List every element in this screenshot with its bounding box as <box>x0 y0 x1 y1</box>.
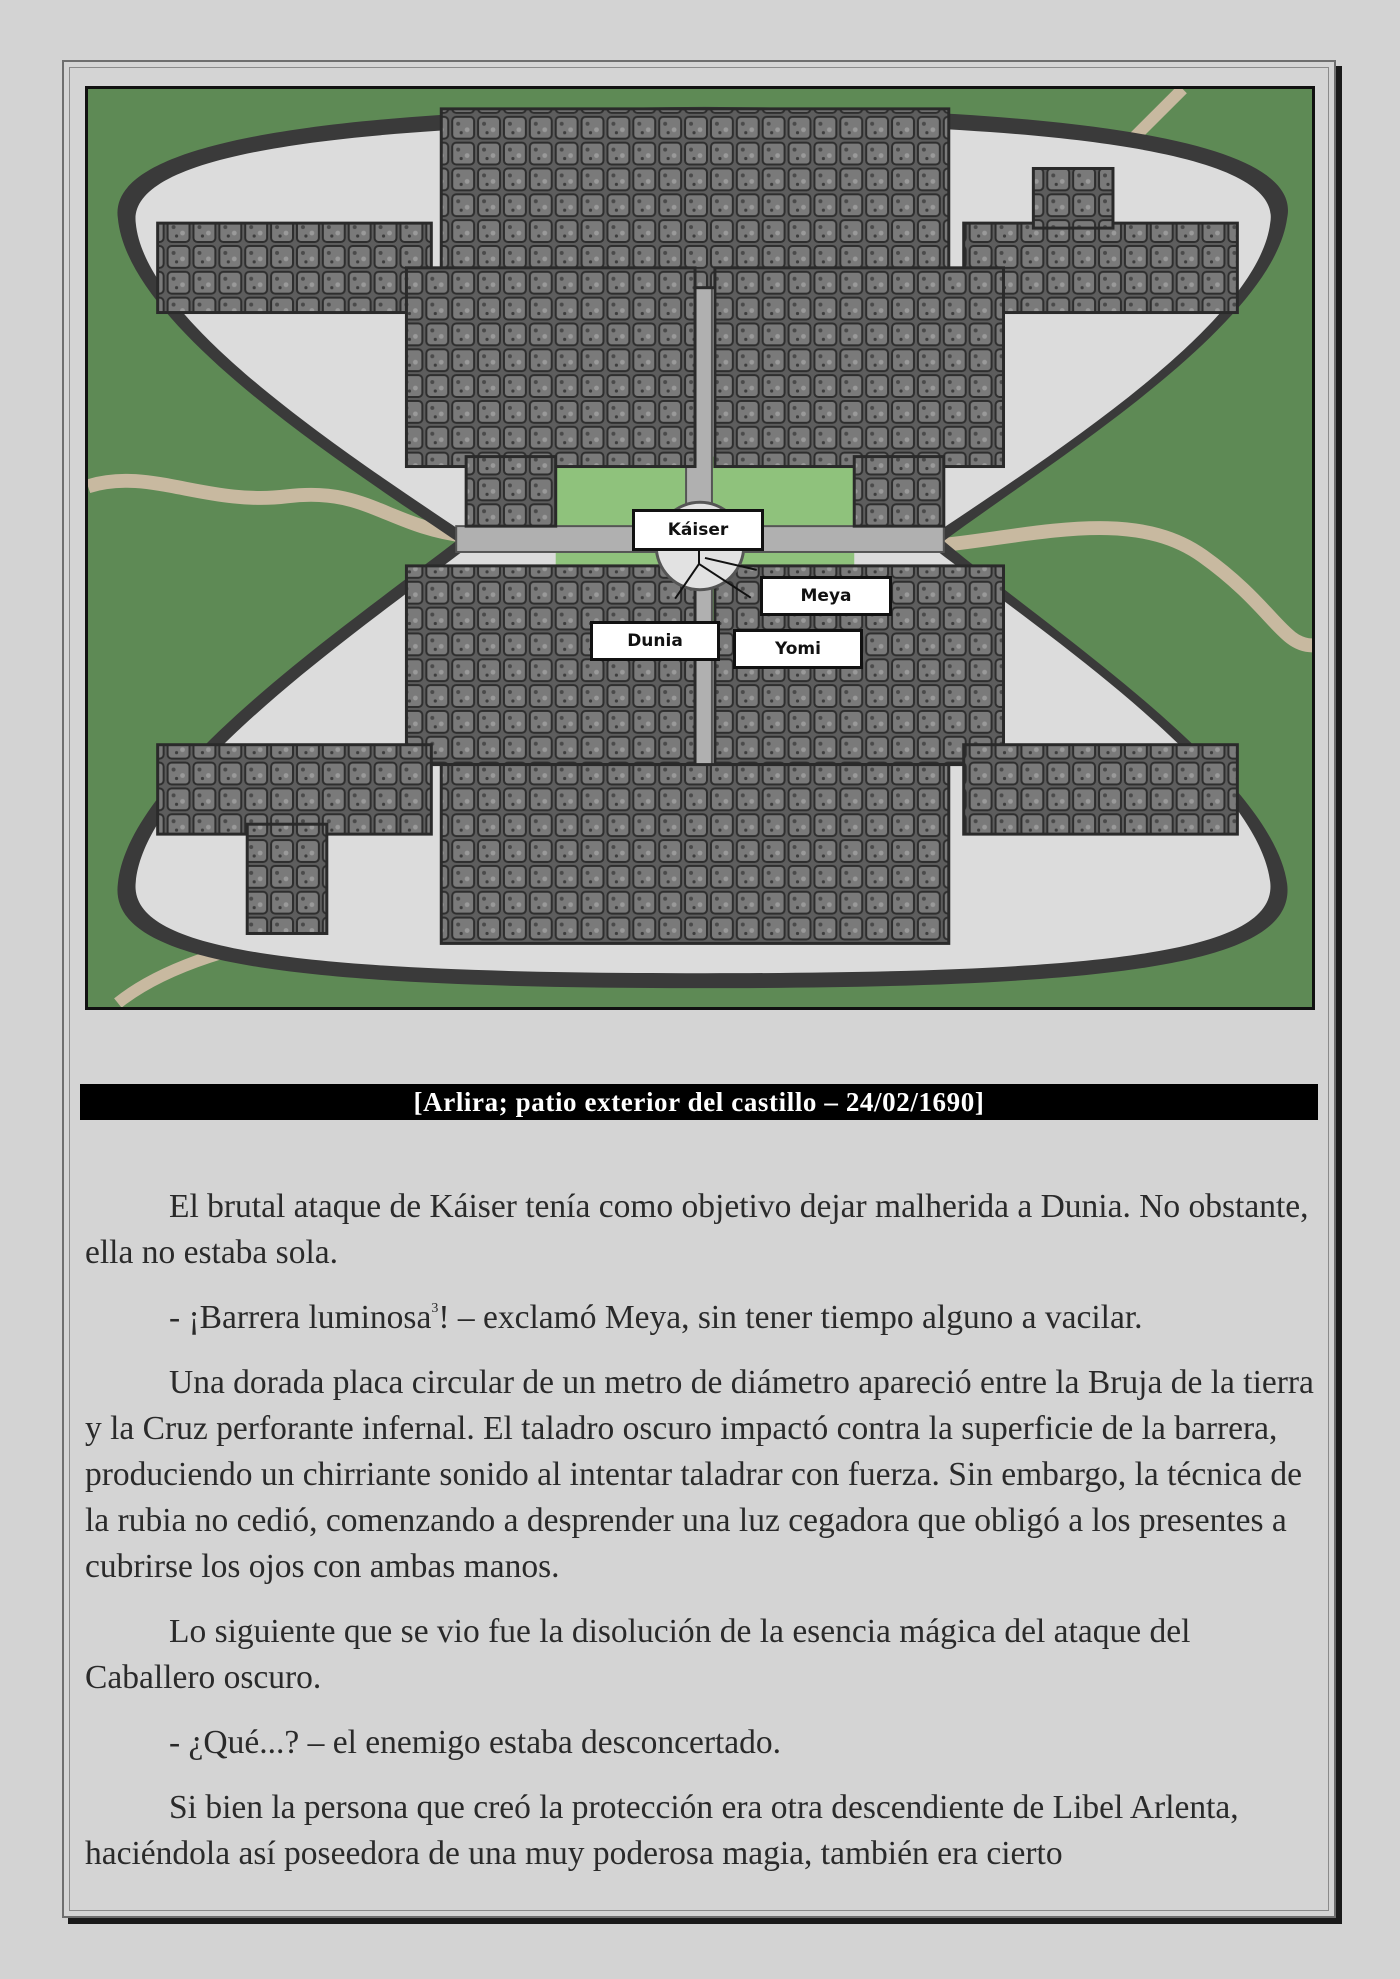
castle-map <box>85 86 1315 1010</box>
map-label-kaiser: Káiser <box>632 509 764 551</box>
scene-header: [Arlira; patio exterior del castillo – 24/02/1690] <box>80 1084 1318 1120</box>
map-label-dunia: Dunia <box>590 621 720 661</box>
dialogue-start: - ¡Barrera luminosa <box>169 1299 432 1336</box>
paragraph: Una dorada placa circular de un metro de diámetro apareció entre la Bruja de la tierra y la Cruz perforante infernal. El taladro oscuro impactó contra la superficie de la barrera, produciendo un chirriante sonido al intentar taladrar con fuerza. Sin embargo, la técnica de la rubia no cedió, comenzando a desprender una luz cegadora que obligó a los presentes a cubrirse los ojos con ambas manos. <box>85 1364 1314 1585</box>
paragraph: El brutal ataque de Káiser tenía como objetivo dejar malherida a Dunia. No obstante, ella no estaba sola. <box>85 1188 1309 1271</box>
map-label-meya: Meya <box>760 576 892 616</box>
paragraph-dialogue <box>85 1295 1317 1341</box>
paragraph: Si bien la persona que creó la protección era otra descendiente de Libel Arlenta, haciéndola así poseedora de una muy poderosa magia, también era cierto <box>85 1789 1239 1872</box>
page-frame <box>62 60 1336 1918</box>
paragraph-dialogue: - ¿Qué...? – el enemigo estaba desconcertado. <box>169 1724 782 1761</box>
dialogue-end: ! – exclamó Meya, sin tener tiempo alguno a vacilar. <box>438 1299 1143 1336</box>
footnote-marker[interactable]: 3 <box>431 1301 439 1316</box>
body-text <box>85 1184 1317 1896</box>
paragraph: Lo siguiente que se vio fue la disolución de la esencia mágica del ataque del Caballero oscuro. <box>85 1613 1191 1696</box>
map-label-yomi: Yomi <box>733 629 863 669</box>
